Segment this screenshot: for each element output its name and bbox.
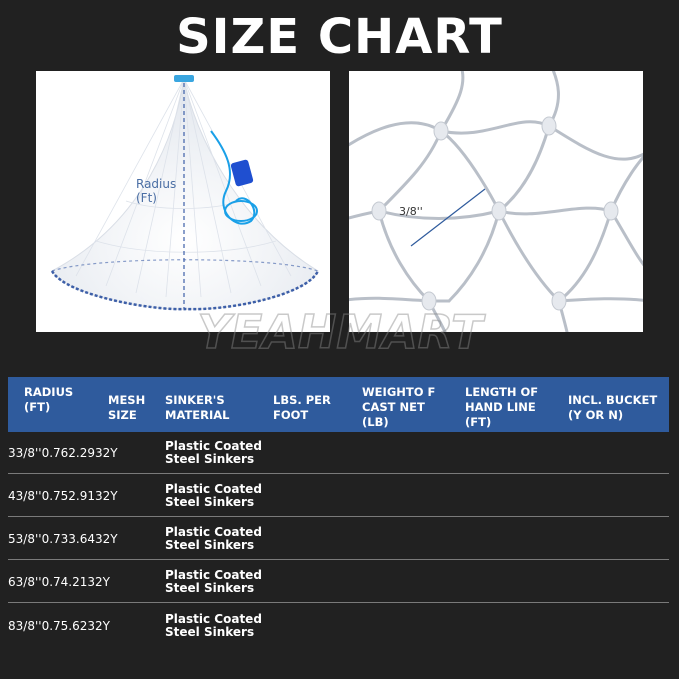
cell-hand-line: 32 [95,489,111,503]
cell-mesh: 3/8'' [15,532,42,546]
cell-bucket: Y [110,532,118,546]
cast-net-illustration [36,71,330,332]
cell-weight: 5.62 [60,618,88,633]
cell-weight: 2.29 [68,446,95,460]
cell-lbs-per-foot: 0.76 [41,446,69,460]
cell-radius: 5 [8,532,16,546]
swivel-icon [174,75,194,82]
table-row [8,605,669,646]
cell-mesh: 3/8'' [15,446,42,460]
header-mesh-size: MESH SIZE [108,393,146,422]
size-table [8,377,669,660]
cell-weight: 2.91 [68,489,95,503]
cell-radius: 3 [8,446,16,460]
header-hand-line: LENGTH OF HAND LINE (FT) [465,385,539,429]
cell-material: Plastic Coated Steel Sinkers [165,439,262,466]
cell-hand-line: 32 [95,446,111,460]
header-sinker-material: SINKER'S MATERIAL [165,393,230,422]
cast-net-photo [36,71,330,332]
cell-lbs-per-foot: 0.7 [41,575,61,589]
header-weight: WEIGHTO F CAST NET (LB) [362,385,436,429]
cell-bucket: Y [102,618,110,633]
cell-lbs-per-foot: 0.73 [41,532,69,546]
cell-hand-line: 32 [87,575,103,589]
header-bucket: INCL. BUCKET (Y OR N) [568,393,658,422]
mesh-closeup-photo [349,71,643,332]
table-row [8,476,669,517]
cell-material: Plastic Coated Steel Sinkers [165,611,262,639]
cell-mesh: 3/8'' [15,618,42,633]
cell-weight: 3.64 [68,532,95,546]
cell-hand-line: 32 [95,532,111,546]
cell-material: Plastic Coated Steel Sinkers [165,482,262,509]
mesh-illustration [349,71,643,332]
table-row [8,562,669,603]
cell-bucket: Y [110,446,118,460]
cell-lbs-per-foot: 0.75 [41,489,69,503]
page-title: SIZE CHART [176,9,503,65]
cell-bucket: Y [102,575,110,589]
cell-radius: 8 [8,618,16,633]
table-row [8,519,669,560]
cell-lbs-per-foot: 0.7 [41,618,61,633]
cell-material: Plastic Coated Steel Sinkers [165,568,262,595]
cell-weight: 4.21 [60,575,88,589]
table-row [8,433,669,474]
cell-radius: 6 [8,575,16,589]
wrist-strap-icon [230,159,254,187]
cell-material: Plastic Coated Steel Sinkers [165,525,262,552]
header-lbs-per-foot: LBS. PER FOOT [273,393,331,422]
cell-hand-line: 32 [87,618,103,633]
mesh-size-label: 3/8'' [399,205,423,218]
cell-mesh: 3/8'' [15,575,42,589]
radius-label: Radius (Ft) [136,177,177,205]
cell-bucket: Y [110,489,118,503]
watermark-text: YEAHMART [197,305,483,359]
table-header [8,377,669,432]
cell-radius: 4 [8,489,16,503]
cell-mesh: 3/8'' [15,489,42,503]
header-radius: RADIUS (FT) [24,385,74,414]
